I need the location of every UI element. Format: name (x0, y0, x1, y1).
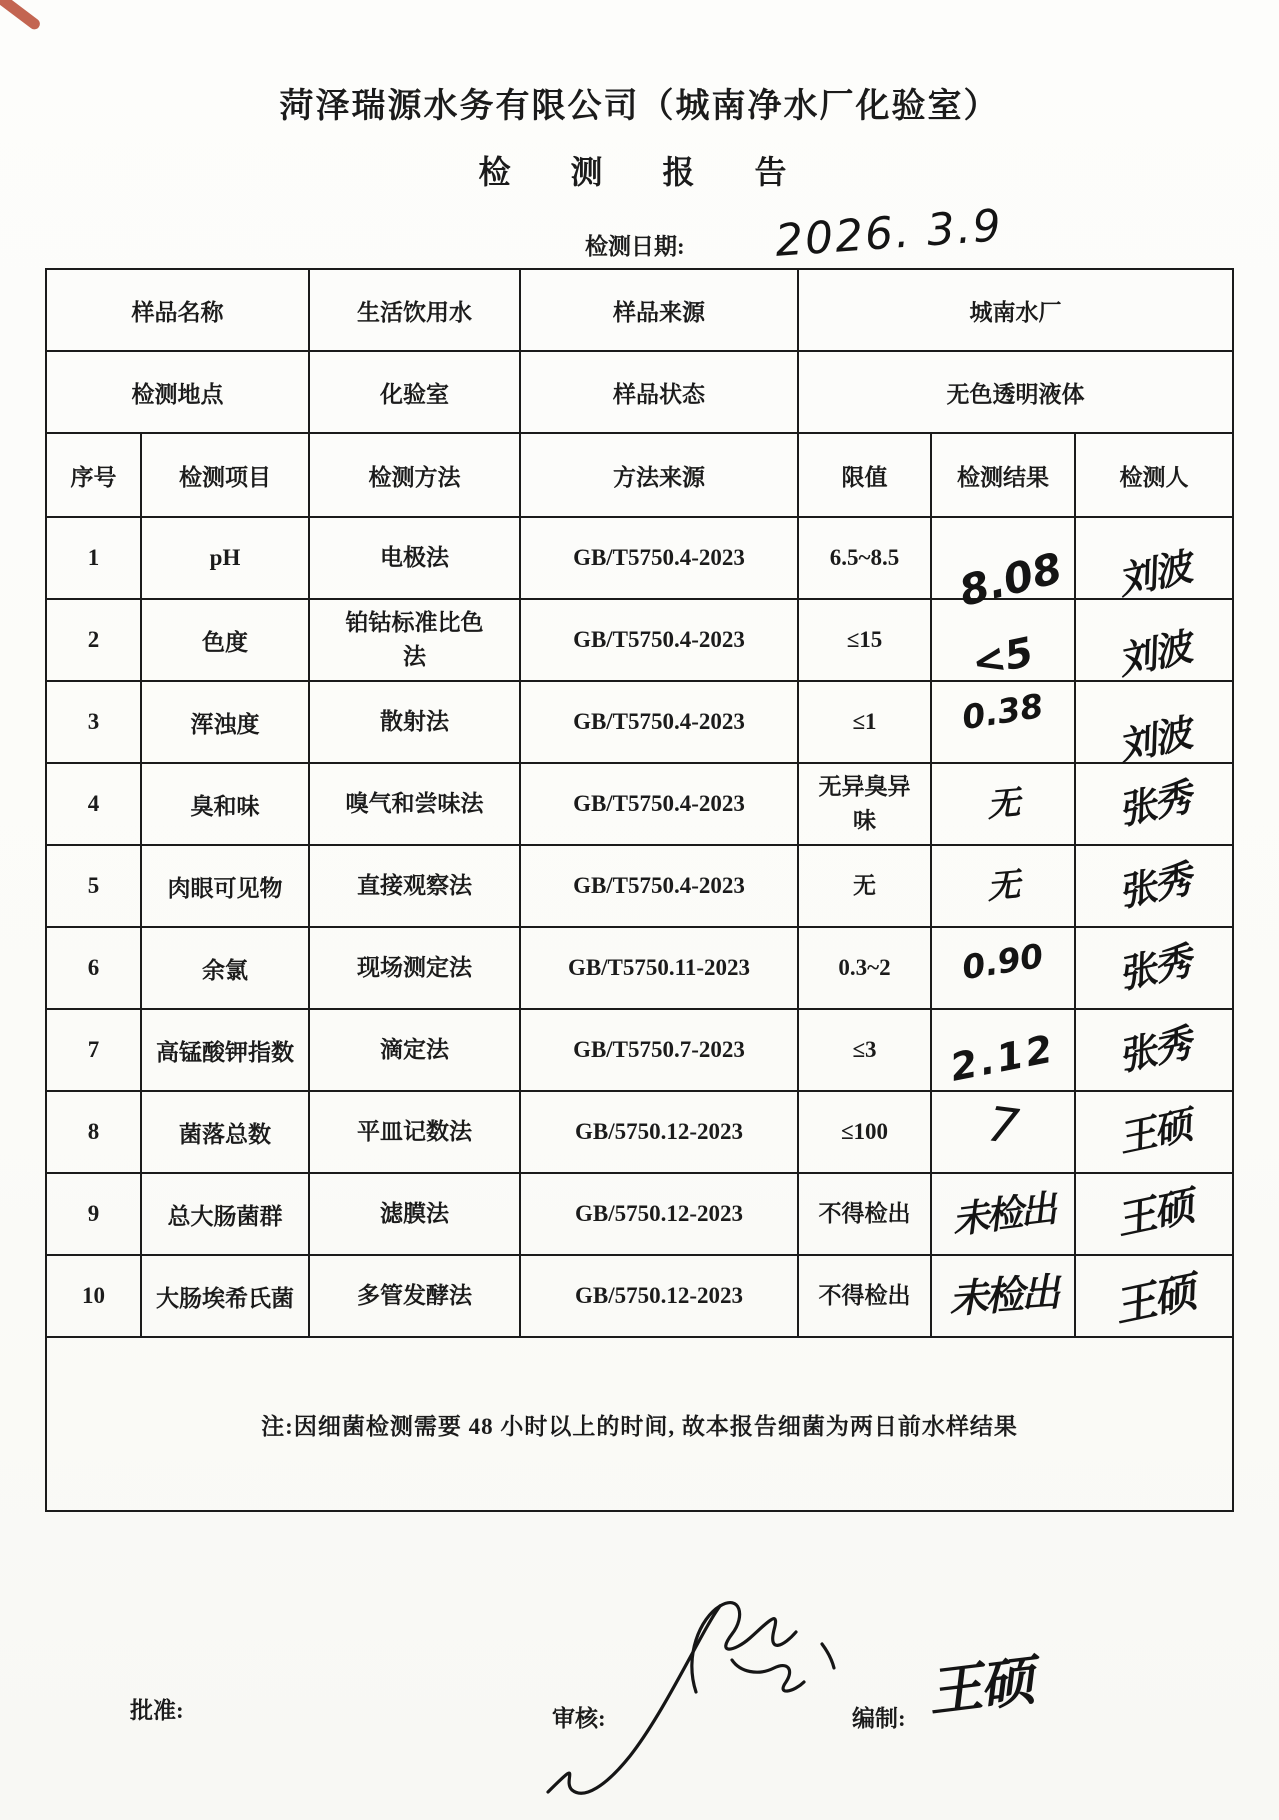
cell-method: 平皿记数法 (309, 1091, 520, 1173)
red-pen-mark (0, 0, 42, 32)
tester-signature: 张秀 (1114, 938, 1194, 998)
header-item: 检测项目 (141, 433, 309, 517)
info-value-sample-name: 生活饮用水 (309, 269, 520, 351)
cell-item: 总大肠菌群 (141, 1173, 309, 1255)
handwritten-result: 0.90 (959, 935, 1047, 988)
handwritten-result: 0.38 (959, 685, 1047, 738)
cell-result (931, 599, 1075, 687)
handwritten-result: 8.08 (954, 543, 1068, 616)
header-tester: 检测人 (1075, 433, 1233, 517)
cell-result (931, 763, 1075, 845)
tester-signature: 张秀 (1114, 774, 1194, 834)
cell-limit: ≤3 (798, 1009, 931, 1091)
cell-item: 大肠埃希氏菌 (141, 1255, 309, 1337)
cell-tester (1075, 681, 1233, 770)
tester-signature: 刘波 (1114, 544, 1194, 604)
cell-no: 10 (46, 1255, 141, 1337)
info-row-2 (46, 351, 1233, 433)
cell-method: 直接观察法 (309, 845, 520, 927)
table-header-row (46, 433, 1233, 517)
cell-limit: 无 (798, 845, 931, 927)
table-row (46, 599, 1233, 681)
cell-no: 3 (46, 681, 141, 763)
cell-limit: ≤15 (798, 599, 931, 681)
cell-limit: 0.3~2 (798, 927, 931, 1009)
cell-source: GB/5750.12-2023 (520, 1173, 798, 1255)
cell-result (931, 1091, 1075, 1173)
info-label-sample-name: 样品名称 (46, 269, 309, 351)
info-label-test-location: 检测地点 (46, 351, 309, 433)
cell-tester (1075, 927, 1233, 1009)
info-value-sample-state: 无色透明液体 (798, 351, 1233, 433)
cell-item: pH (141, 517, 309, 599)
cell-no: 7 (46, 1009, 141, 1091)
cell-item: 色度 (141, 599, 309, 681)
compiler-signature: 王硕 (924, 1648, 1036, 1725)
handwritten-result: 未检出 (947, 1269, 1059, 1323)
cell-result (931, 681, 1075, 763)
cell-no: 1 (46, 517, 141, 599)
cell-tester (1075, 763, 1233, 845)
cell-result (931, 517, 1075, 616)
header-method: 检测方法 (309, 433, 520, 517)
cell-source: GB/5750.12-2023 (520, 1091, 798, 1173)
cell-no: 6 (46, 927, 141, 1009)
cell-item: 浑浊度 (141, 681, 309, 763)
reviewer-signature (488, 1560, 848, 1810)
cell-tester (1075, 599, 1233, 684)
cell-item: 高锰酸钾指数 (141, 1009, 309, 1091)
table-row (46, 927, 1233, 1009)
cell-limit: 6.5~8.5 (798, 517, 931, 599)
cell-tester (1075, 1173, 1233, 1255)
cell-source: GB/T5750.4-2023 (520, 599, 798, 681)
cell-method: 滤膜法 (309, 1173, 520, 1255)
cell-result (931, 1173, 1075, 1255)
handwritten-result: 未检出 (949, 1186, 1057, 1242)
report-subtitle: 检 测 报 告 (478, 154, 801, 190)
cell-tester (1075, 1255, 1233, 1337)
table-row (46, 1091, 1233, 1173)
info-value-test-location: 化验室 (309, 351, 520, 433)
handwritten-result: 7 (984, 1096, 1022, 1156)
header-limit: 限值 (798, 433, 931, 517)
cell-result (931, 1255, 1075, 1337)
cell-tester (1075, 845, 1233, 927)
cell-no: 2 (46, 599, 141, 681)
handwritten-result: <5 (968, 629, 1038, 687)
tester-signature: 王硕 (1109, 1267, 1199, 1332)
info-row-1 (46, 269, 1233, 351)
cell-result (931, 927, 1075, 1009)
cell-source: GB/T5750.4-2023 (520, 763, 798, 845)
table-row (46, 1173, 1233, 1255)
cell-item: 肉眼可见物 (141, 845, 309, 927)
cell-item: 菌落总数 (141, 1091, 309, 1173)
cell-method: 散射法 (309, 681, 520, 763)
handwritten-result: 无 (984, 782, 1022, 825)
tester-signature: 王硕 (1112, 1183, 1196, 1245)
handwritten-result: 2.12 (946, 1026, 1060, 1090)
info-label-sample-source: 样品来源 (520, 269, 798, 351)
cell-source: GB/5750.12-2023 (520, 1255, 798, 1337)
cell-item: 臭和味 (141, 763, 309, 845)
cell-method: 现场测定法 (309, 927, 520, 1009)
table-row (46, 763, 1233, 845)
cell-source: GB/T5750.4-2023 (520, 517, 798, 599)
cell-method: 滴定法 (309, 1009, 520, 1091)
cell-tester (1075, 1091, 1233, 1173)
cell-no: 8 (46, 1091, 141, 1173)
handwritten-result: 无 (984, 864, 1022, 907)
note-row (46, 1337, 1233, 1511)
cell-limit: 无异臭异味 (798, 763, 931, 845)
tester-signature: 刘波 (1114, 624, 1194, 684)
cell-source: GB/T5750.4-2023 (520, 681, 798, 763)
cell-source: GB/T5750.11-2023 (520, 927, 798, 1009)
info-label-sample-state: 样品状态 (520, 351, 798, 433)
header-source: 方法来源 (520, 433, 798, 517)
cell-result (931, 1009, 1075, 1091)
approve-label: 批准: (130, 1698, 184, 1723)
header-result: 检测结果 (931, 433, 1075, 517)
info-value-sample-source: 城南水厂 (798, 269, 1233, 351)
cell-method: 铂钴标准比色法 (309, 599, 520, 681)
cell-source: GB/T5750.7-2023 (520, 1009, 798, 1091)
cell-method: 多管发酵法 (309, 1255, 520, 1337)
cell-source: GB/T5750.4-2023 (520, 845, 798, 927)
tester-signature: 张秀 (1114, 856, 1194, 916)
compile-label: 编制: (852, 1706, 906, 1731)
cell-result (931, 845, 1075, 927)
cell-item: 余氯 (141, 927, 309, 1009)
cell-limit: ≤100 (798, 1091, 931, 1173)
cell-no: 5 (46, 845, 141, 927)
table-row (46, 1255, 1233, 1337)
cell-tester (1075, 1009, 1233, 1091)
table-row (46, 845, 1233, 927)
cell-limit: ≤1 (798, 681, 931, 763)
cell-method: 嗅气和尝味法 (309, 763, 520, 845)
header-no: 序号 (46, 433, 141, 517)
tester-signature: 张秀 (1114, 1020, 1194, 1080)
tester-signature: 王硕 (1114, 1102, 1194, 1162)
table-row (46, 1009, 1233, 1091)
report-table (45, 268, 1234, 1512)
handwritten-date: 2026. 3.9 (773, 200, 1005, 267)
review-label: 审核: (552, 1706, 606, 1731)
cell-no: 9 (46, 1173, 141, 1255)
cell-limit: 不得检出 (798, 1173, 931, 1255)
date-label: 检测日期: (585, 234, 685, 259)
cell-tester (1075, 517, 1233, 604)
page-title: 菏泽瑞源水务有限公司（城南净水厂化验室） (279, 88, 1000, 125)
table-row (46, 681, 1233, 763)
cell-method: 电极法 (309, 517, 520, 599)
cell-no: 4 (46, 763, 141, 845)
table-row (46, 517, 1233, 599)
tester-signature: 刘波 (1114, 710, 1194, 770)
note-text: 注:因细菌检测需要 48 小时以上的时间, 故本报告细菌为两日前水样结果 (46, 1337, 1233, 1511)
cell-limit: 不得检出 (798, 1255, 931, 1337)
